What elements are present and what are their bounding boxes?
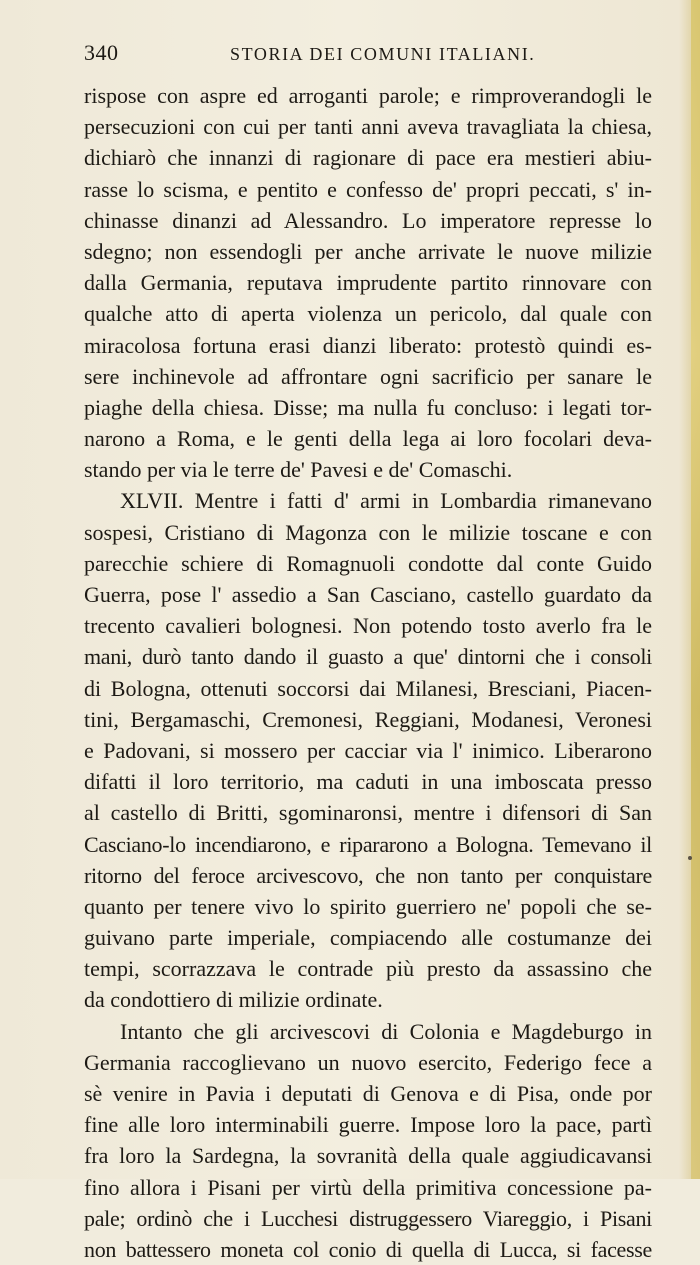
- text-line: di Bologna, ottenuti soccorsi dai Milanesi, Bresciani, Piacen-: [84, 675, 652, 701]
- text-line: persecuzioni con cui per tanti anni aveva travagliata la chiesa,: [84, 114, 652, 140]
- text-line: difatti il loro territorio, ma caduti in una imboscata presso: [84, 769, 652, 795]
- paragraph-end-line: stando per via le terre de' Pavesi e de' Comaschi.: [84, 457, 513, 483]
- text-line: quanto per tenere vivo lo spirito guerriero ne' popoli che se-: [84, 893, 652, 919]
- text-line: qualche atto di aperta violenza un pericolo, dal quale con: [84, 301, 652, 327]
- paragraph-end-line: da condottiero di milizie ordinate.: [84, 987, 383, 1013]
- text-line: fra loro la Sardegna, la sovranità della quale aggiudicavansi: [84, 1143, 652, 1169]
- text-line: narono a Roma, e le genti della lega ai loro focolari deva-: [84, 426, 652, 452]
- text-line: sè venire in Pavia i deputati di Genova e di Pisa, onde por: [84, 1081, 652, 1106]
- text-line: dalla Germania, reputava imprudente partito rinnovare con: [84, 270, 652, 296]
- text-line: rispose con aspre ed arroganti parole; e rimproverandogli le: [84, 83, 652, 108]
- text-line: tini, Bergamaschi, Cremonesi, Reggiani, Modanesi, Veronesi: [84, 706, 652, 732]
- text-line: Germania raccoglievano un nuovo esercito, Federigo fece a: [84, 1049, 652, 1075]
- page-edge: [691, 0, 700, 1179]
- text-line: al castello di Britti, sgominaronsi, mentre i difensori di San: [84, 800, 652, 826]
- page-number: 340: [84, 40, 119, 65]
- text-line: guivano parte imperiale, compiacendo alle costumanze dei: [84, 925, 652, 951]
- text-line: dichiarò che innanzi di ragionare di pace era mestieri abiu-: [84, 145, 652, 171]
- text-line: sospesi, Cristiano di Magonza con le milizie toscane e con: [84, 519, 652, 545]
- text-line: non battessero moneta col conio di quella di Lucca, si facesse: [84, 1236, 652, 1262]
- text-line: sere inchinevole ad affrontare ogni sacrificio per sanare le: [84, 363, 652, 389]
- text-line: ritorno del feroce arcivescovo, che non tanto per conquistare: [84, 862, 652, 888]
- paragraph-start-line: Intanto che gli arcivescovi di Colonia e Magdeburgo in: [120, 1018, 652, 1044]
- text-line: fino allora i Pisani per virtù della primitiva concessione pa-: [84, 1174, 652, 1200]
- page-header: [84, 40, 650, 72]
- running-title: STORIA DEI COMUNI ITALIANI.: [230, 44, 536, 64]
- text-line: fine alle loro interminabili guerre. Impose loro la pace, partì: [84, 1112, 652, 1138]
- text-line: parecchie schiere di Romagnuoli condotte dal conte Guido: [84, 550, 652, 576]
- text-line: rasse lo scisma, e pentito e confesso de' propri peccati, s' in-: [84, 176, 652, 202]
- body-text: [84, 80, 652, 1265]
- text-line: e Padovani, si mossero per cacciar via l' inimico. Liberarono: [84, 737, 652, 763]
- text-line: pale; ordinò che i Lucchesi distruggessero Viareggio, i Pisani: [84, 1205, 652, 1231]
- text-line: trecento cavalieri bolognesi. Non potendo tosto averlo fra le: [84, 613, 652, 639]
- text-line: Guerra, pose l' assedio a San Casciano, castello guardato da: [84, 582, 652, 607]
- text-line: miracolosa fortuna erasi dianzi liberato: protestò quindi es-: [84, 332, 652, 358]
- text-line: chinasse dinanzi ad Alessandro. Lo imperatore represse lo: [84, 207, 652, 233]
- text-line: tempi, scorrazzava le contrade più presto da assassino che: [84, 956, 652, 982]
- text-line: sdegno; non essendogli per anche arrivate le nuove milizie: [84, 238, 652, 264]
- section-start-line: XLVII. Mentre i fatti d' armi in Lombardia rimanevano: [120, 488, 652, 514]
- text-line: Casciano-lo incendiarono, e ripararono a Bologna. Temevano il: [84, 831, 652, 857]
- text-line: piaghe della chiesa. Disse; ma nulla fu concluso: i legati tor-: [84, 394, 652, 420]
- margin-mark: [688, 856, 692, 860]
- text-line: mani, durò tanto dando il guasto a que' dintorni che i consoli: [84, 644, 652, 670]
